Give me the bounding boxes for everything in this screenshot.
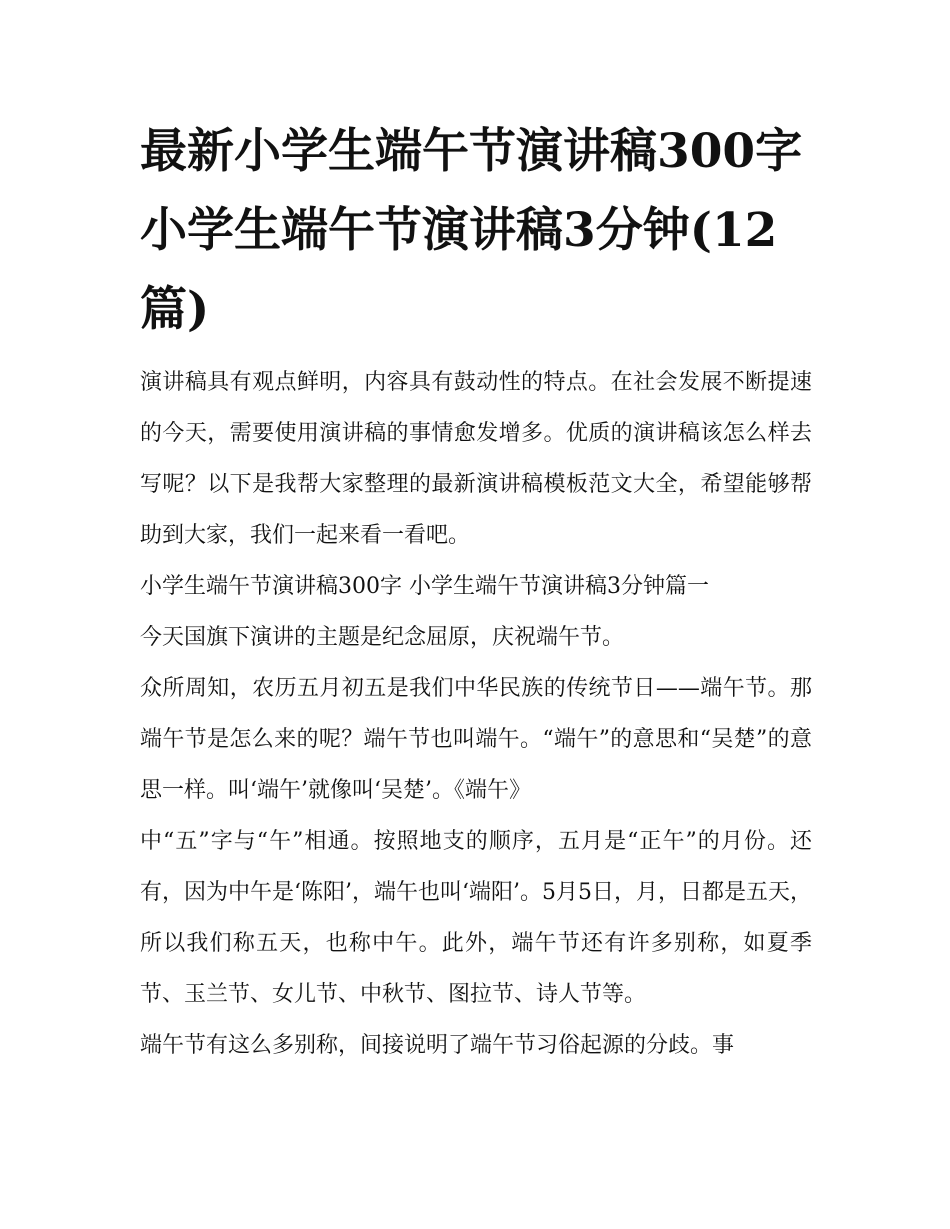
paragraph-section-heading: 小学生端午节演讲稿300字 小学生端午节演讲稿3分钟篇一 [140,574,709,599]
document-title: 最新小学生端午节演讲稿300字 小学生端午节演讲稿3分钟(12篇) [140,124,803,337]
paragraph-names: 中“五”字与“午”相通。按照地支的顺序，五月是“正午”的月份。还有，因为中午是‘陈阳’，端午也叫‘端阳’。5月5日，月，日都是五天，所以我们称五天，也称中午。此外，端午节还有许多别称，如夏季节、玉兰节、女儿节、中秋节、图拉节、诗人节等。 [140,829,812,1007]
document-page [140,112,812,1071]
paragraph-theme: 今天国旗下演讲的主题是纪念屈原，庆祝端午节。 [140,625,625,650]
paragraph-intro: 演讲稿具有观点鲜明，内容具有鼓动性的特点。在社会发展不断提速的今天，需要使用演讲稿的事情愈发增多。优质的演讲稿该怎么样去写呢？以下是我帮大家整理的最新演讲稿模板范文大全，希望能够帮助到大家，我们一起来看一看吧。 [140,370,812,548]
paragraph-divergence: 端午节有这么多别称，间接说明了端午节习俗起源的分歧。事 [140,1033,735,1058]
paragraph-origin: 众所周知，农历五月初五是我们中华民族的传统节日——端午节。那端午节是怎么来的呢？端午节也叫端午。“端午”的意思和“吴楚”的意思一样。叫‘端午’就像叫‘吴楚’。《端午》 [140,676,812,803]
